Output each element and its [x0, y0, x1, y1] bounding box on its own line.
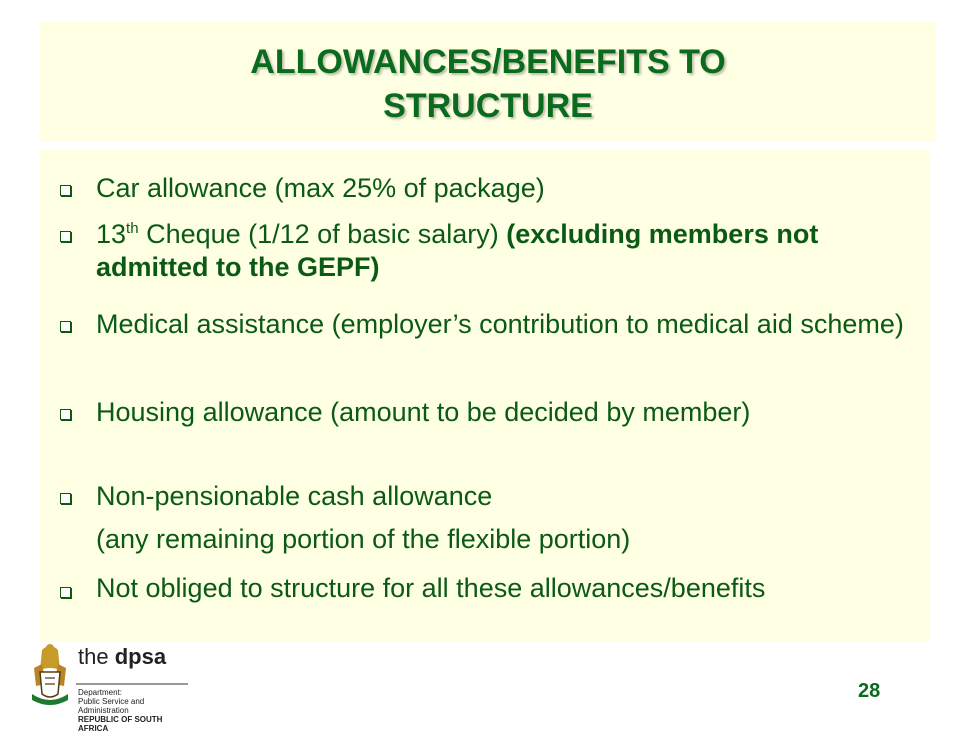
- square-bullet-icon: [60, 231, 71, 242]
- slide-title-line-2: STRUCTURE: [383, 87, 593, 125]
- slide-title: [40, 40, 936, 128]
- title-panel: [40, 22, 936, 142]
- bullet-text: Medical assistance (employer’s contribution to medical aid scheme): [96, 309, 904, 339]
- square-bullet-icon: [60, 185, 71, 196]
- bullet-item-housing-allowance: [54, 396, 904, 431]
- logo-word-dpsa: dpsa: [114, 644, 167, 669]
- department-text: [78, 688, 190, 733]
- slide-title-line-1: ALLOWANCES/BENEFITS TO: [250, 43, 726, 81]
- page-number: 28: [858, 680, 881, 702]
- bullet-text: Car allowance (max 25% of package): [96, 173, 545, 203]
- ordinal-suffix: th: [126, 220, 139, 237]
- bullet-item-medical-assistance: [54, 308, 904, 341]
- bullet-normal: Cheque (1/12 of basic salary): [138, 219, 507, 249]
- department-line-3: REPUBLIC OF SOUTH AFRICA: [78, 715, 163, 733]
- bullet-item-not-obliged: [54, 574, 904, 602]
- content-panel: [40, 150, 930, 642]
- square-bullet-icon: [60, 587, 71, 598]
- square-bullet-icon: [60, 321, 71, 332]
- department-line-2: Public Service and Administration: [78, 697, 145, 715]
- bullet-prefix: 13: [96, 219, 127, 249]
- bullet-text: Housing allowance (amount to be decided by member): [96, 397, 751, 427]
- square-bullet-icon: [60, 409, 71, 420]
- bullet-bold: (excluding members not admitted to the GEPF): [96, 219, 819, 282]
- bullet-continuation: (any remaining portion of the flexible portion): [96, 524, 631, 554]
- bullet-item-cash-allowance: [54, 480, 904, 556]
- logo-wordmark: [78, 644, 166, 670]
- dpsa-logo: [20, 640, 190, 733]
- department-line-1: Department:: [78, 688, 123, 697]
- bullet-text: [96, 218, 904, 284]
- square-bullet-icon: [60, 493, 71, 504]
- bullet-item-car-allowance: [54, 172, 904, 205]
- bullet-item-13th-cheque: [54, 218, 904, 284]
- bullet-text: Non-pensionable cash allowance: [96, 481, 493, 511]
- logo-word-the: the: [78, 644, 109, 669]
- bullet-text: Not obliged to structure for all these allowances/benefits: [96, 573, 766, 603]
